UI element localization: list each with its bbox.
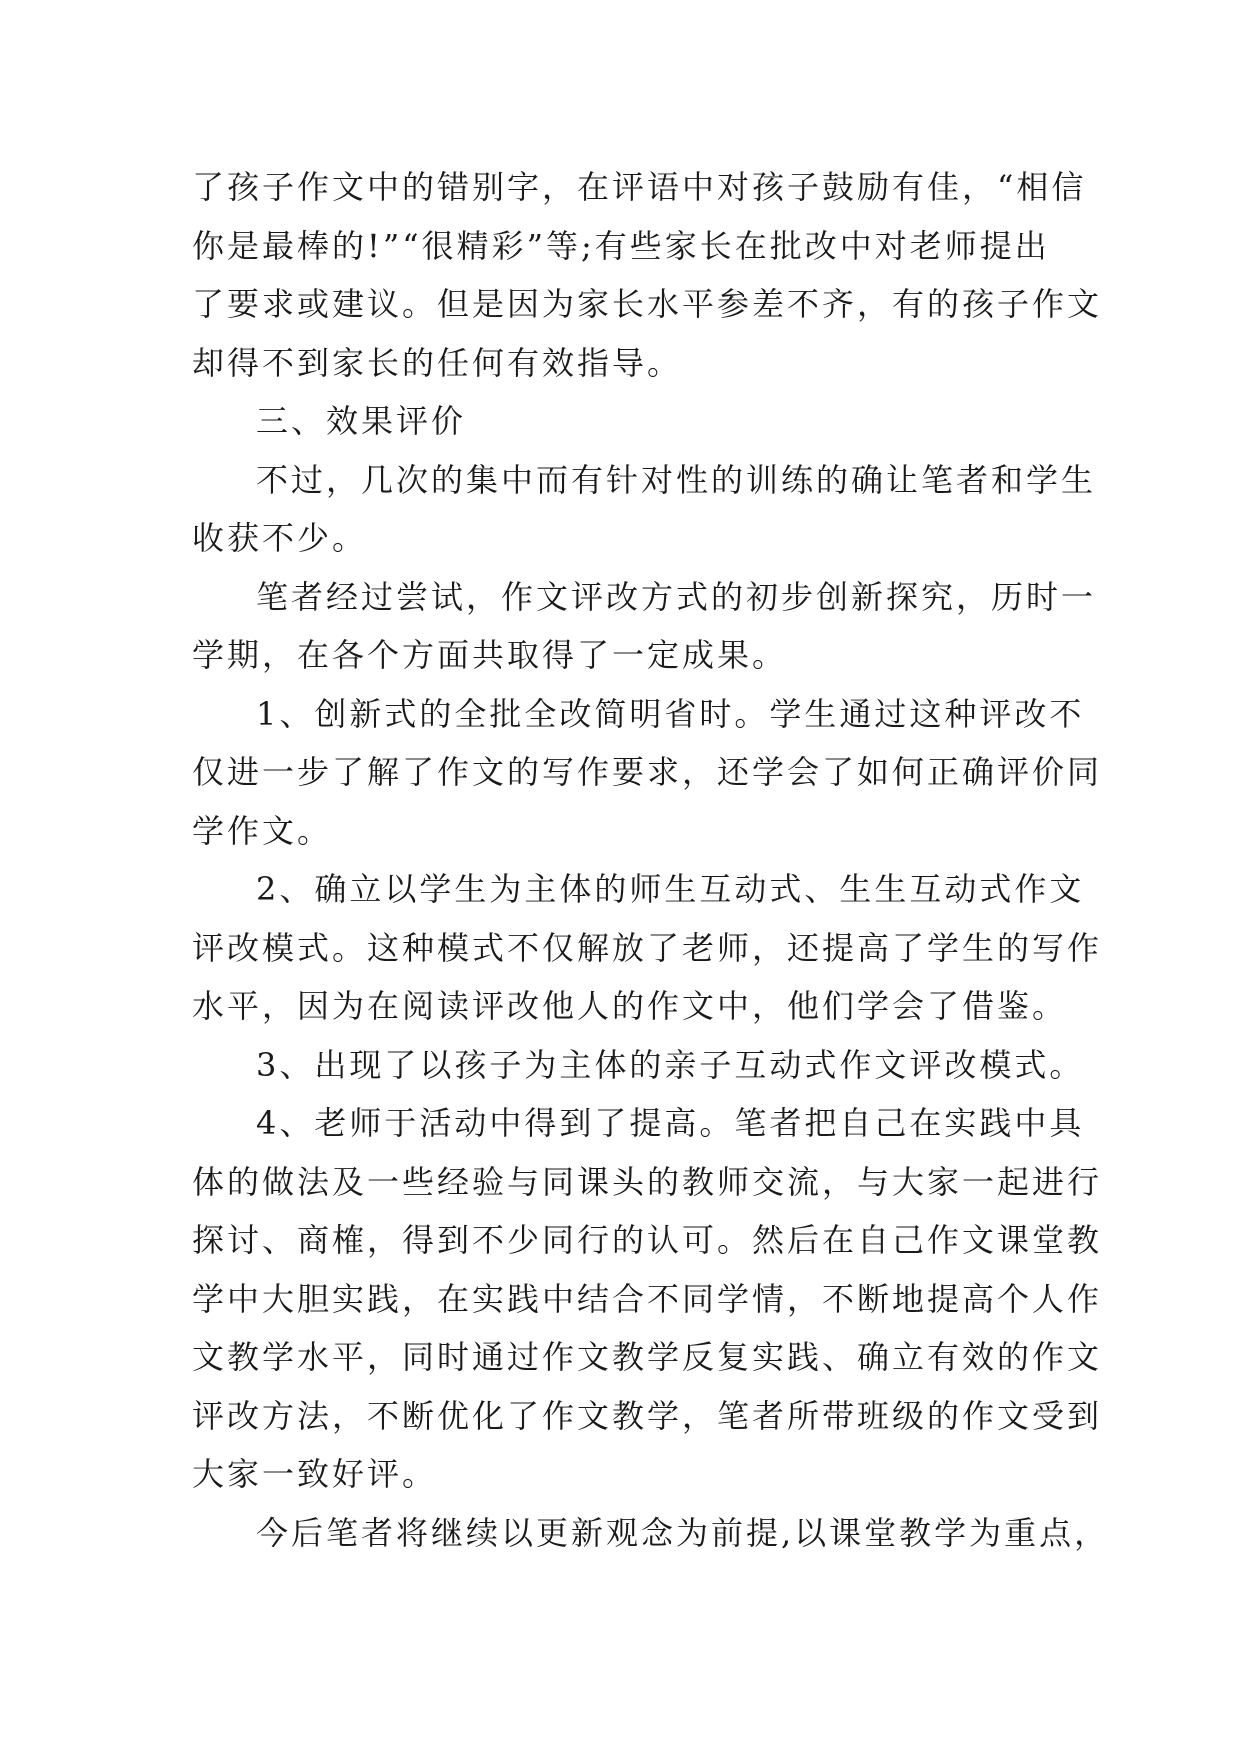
text-line: 水平，因为在阅读评改他人的作文中，他们学会了借鉴。 <box>192 987 1068 1025</box>
text-line: 不过，几次的集中而有针对性的训练的确让笔者和学生 <box>256 460 1097 499</box>
text-line: 体的做法及一些经验与同课头的教师交流，与大家一起进行 <box>192 1162 1103 1201</box>
document-body <box>192 158 1110 1562</box>
text-line: 探讨、商榷，得到不少同行的认可。然后在自己作文课堂教 <box>192 1221 1103 1259</box>
text-line: 4、老师于活动中得到了提高。笔者把自己在实践中具 <box>256 1104 1085 1142</box>
text-line: 学中大胆实践，在实践中结合不同学情，不断地提高个人作 <box>192 1279 1103 1318</box>
text-line: 仅进一步了解了作文的写作要求，还学会了如何正确评价同 <box>192 753 1103 791</box>
text-line: 今后笔者将继续以更新观念为前提,以课堂教学为重点， <box>256 1513 1110 1552</box>
text-line: 3、出现了以孩子为主体的亲子互动式作文评改模式。 <box>256 1045 1085 1084</box>
text-line: 1、创新式的全批全改简明省时。学生通过这种评改不 <box>256 694 1085 733</box>
text-line: 却得不到家长的任何有效指导。 <box>192 343 683 382</box>
text-line: 你是最棒的!”“很精彩”等;有些家长在批改中对老师提出 <box>192 226 1050 265</box>
text-line: 评改方法，不断优化了作文教学，笔者所带班级的作文受到 <box>192 1396 1103 1435</box>
text-line: 2、确立以学生为主体的师生互动式、生生互动式作文 <box>256 870 1085 908</box>
text-line: 文教学水平，同时通过作文教学反复实践、确立有效的作文 <box>192 1338 1103 1376</box>
text-line: 了要求或建议。但是因为家长水平参差不齐，有的孩子作文 <box>192 285 1103 323</box>
text-line: 评改模式。这种模式不仅解放了老师，还提高了学生的写作 <box>192 928 1103 967</box>
text-line: 笔者经过尝试，作文评改方式的初步创新探究，历时一 <box>256 577 1097 616</box>
text-line: 大家一致好评。 <box>192 1455 438 1493</box>
text-line: 收获不少。 <box>192 519 368 557</box>
text-line: 学期，在各个方面共取得了一定成果。 <box>192 636 788 674</box>
text-line: 三、效果评价 <box>256 402 467 440</box>
text-line: 了孩子作文中的错别字，在评语中对孩子鼓励有佳，“相信 <box>192 168 1087 206</box>
text-line: 学作文。 <box>192 811 333 850</box>
